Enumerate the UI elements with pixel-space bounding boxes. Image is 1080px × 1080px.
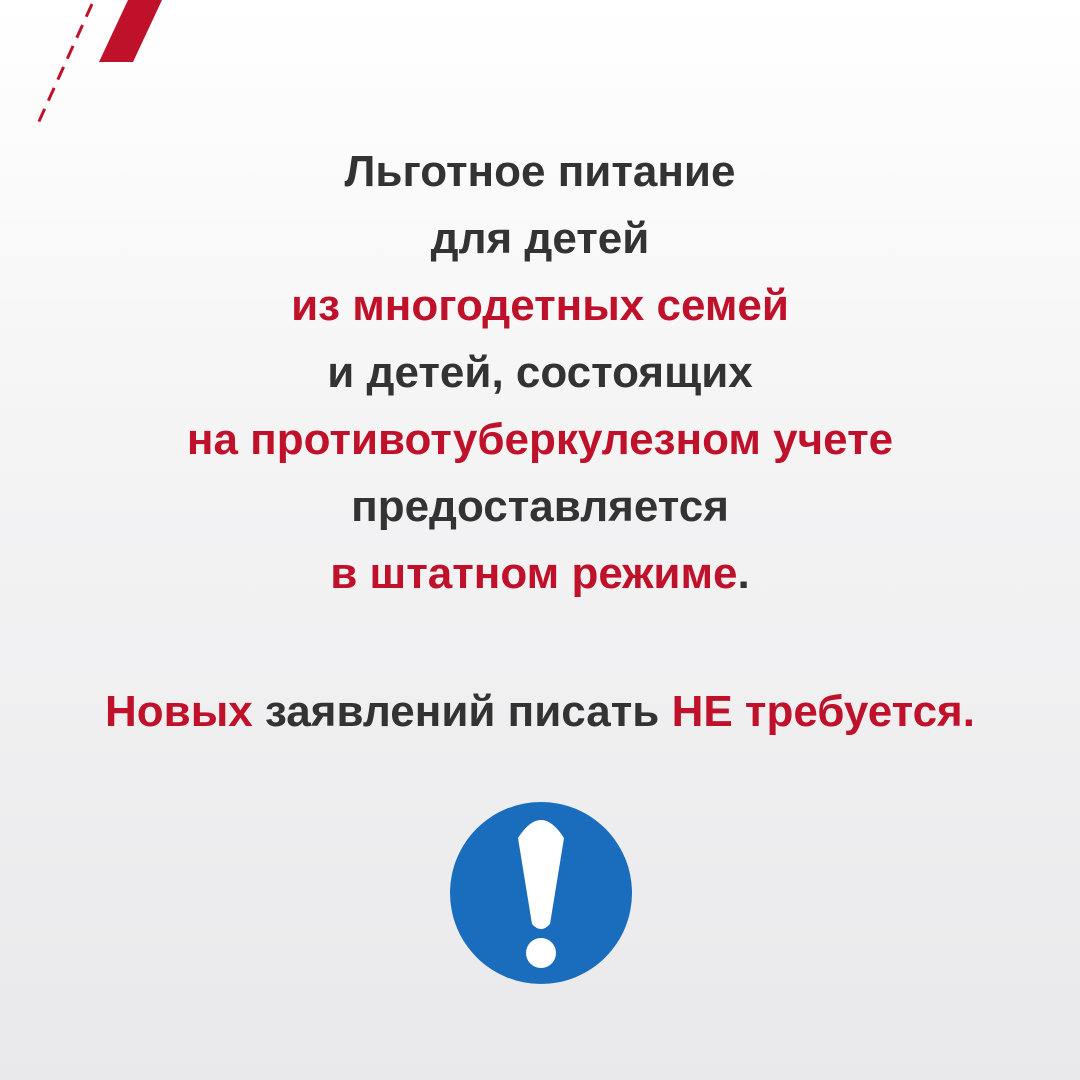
heading-line-4: и детей, состоящих [327,348,753,397]
heading-line-3: из многодетных семей [291,281,789,330]
notice-highlight-new: Новых [105,687,253,736]
heading-line-2: для детей [430,214,650,263]
solid-stripe [99,0,162,62]
exclamation-circle-icon [448,800,634,986]
notice-highlight-not-required: НЕ требуется. [671,687,975,736]
dashed-stripe [36,4,92,128]
heading-line-7-highlight: в штатном режиме [330,549,738,598]
heading-line-5: на противотуберкулезном учете [186,415,894,464]
main-message [0,138,1080,607]
heading-line-6: предоставляется [351,482,729,531]
corner-stripes-decoration [0,0,200,160]
heading-line-1: Льготное питание [344,147,736,196]
notice-line [0,682,1080,742]
heading-line-7 [0,540,1080,607]
heading-line-7-period: . [737,549,750,598]
notice-middle: заявлений писать [252,687,672,736]
